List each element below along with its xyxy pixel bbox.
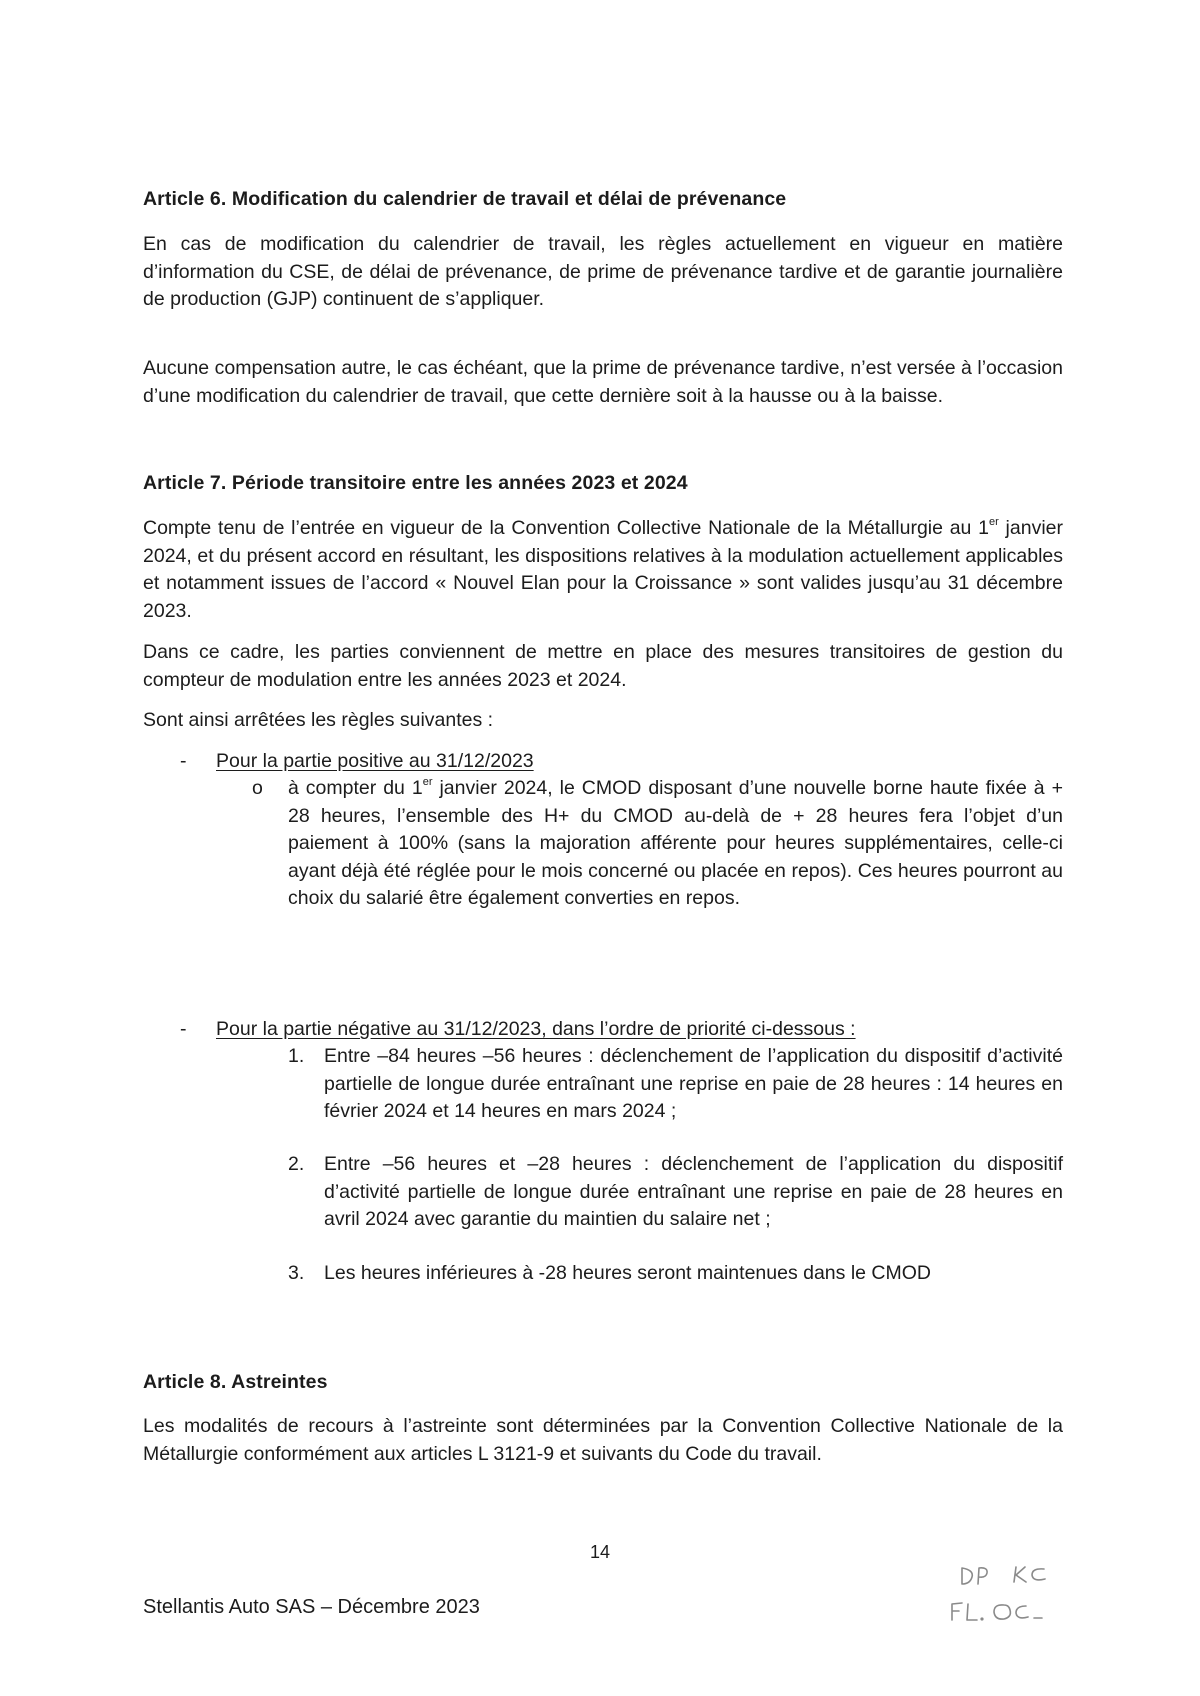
- footer-text: Stellantis Auto SAS – Décembre 2023: [143, 1596, 480, 1618]
- article-7-title: Article 7. Période transitoire entre les années 2023 et 2024: [143, 472, 688, 494]
- dash-bullet: -: [180, 1018, 187, 1040]
- circle-bullet: o: [252, 777, 263, 799]
- list-item-number: 2.: [288, 1153, 305, 1175]
- article-7-paragraph-1: Compte tenu de l’entrée en vigueur de la Convention Collective Nationale de la Métallurgie au 1er janvier 2024, et du présent accord en résultant, les dispositions relatives à la modulation actuellement applicables et notamment issues de l’accord « Nouvel Elan pour la Croissance » sont valides jusqu’au 31 décembre 2023.: [143, 516, 1063, 622]
- list-item-number: 3.: [288, 1262, 305, 1284]
- article-6-paragraph-1: En cas de modification du calendrier de travail, les règles actuellement en vigueur en matière d’information du CSE, de délai de prévenance, de prime de prévenance tardive et de garantie journalière de production (GJP) continuent de s’appliquer.: [143, 233, 1063, 310]
- article-8-paragraph-1: Les modalités de recours à l’astreinte sont déterminées par la Convention Collective Nationale de la Métallurgie conformément aux articles L 3121-9 et suivants du Code du travail.: [143, 1415, 1063, 1465]
- positive-part-text: à compter du 1er janvier 2024, le CMOD disposant d’une nouvelle borne haute fixée à + 28 heures, l’ensemble des H+ du CMOD au-delà de + 28 heures fera l’objet d’un paiement à 100% (sans la majoration afférente pour heures supplémentaires, celle-ci ayant déjà été réglée pour le mois concerné ou placée en repos). Ces heures pourront au choix du salarié être également converties en repos.: [288, 776, 1063, 909]
- page-number: 14: [590, 1542, 611, 1562]
- list-item-text: Entre –84 heures –56 heures : déclenchement de l’application du dispositif d’activité partielle de longue durée entraînant une reprise en paie de 28 heures : 14 heures en février 2024 et 14 heures en mars 2024 ;: [324, 1045, 1063, 1122]
- handwritten-initials-signature: [944, 1558, 1064, 1628]
- list-item-text: Les heures inférieures à -28 heures seront maintenues dans le CMOD: [324, 1262, 931, 1284]
- article-7-paragraph-3: Sont ainsi arrêtées les règles suivantes :: [143, 709, 494, 731]
- article-8-title: Article 8. Astreintes: [143, 1371, 328, 1393]
- negative-part-title: Pour la partie négative au 31/12/2023, dans l’ordre de priorité ci-dessous :: [216, 1018, 856, 1040]
- article-7-paragraph-2: Dans ce cadre, les parties conviennent de mettre en place des mesures transitoires de gestion du compteur de modulation entre les années 2023 et 2024.: [143, 641, 1063, 691]
- list-item-text: Entre –56 heures et –28 heures : déclenchement de l’application du dispositif d’activité partielle de longue durée entraînant une reprise en paie de 28 heures en avril 2024 avec garantie du maintien du salaire net ;: [324, 1153, 1063, 1230]
- article-6-title: Article 6. Modification du calendrier de travail et délai de prévenance: [143, 188, 787, 210]
- article-6-paragraph-2: Aucune compensation autre, le cas échéant, que la prime de prévenance tardive, n’est versée à l’occasion d’une modification du calendrier de travail, que cette dernière soit à la hausse ou à la baisse.: [143, 357, 1063, 407]
- dash-bullet: -: [180, 750, 187, 772]
- list-item-number: 1.: [288, 1045, 305, 1067]
- positive-part-title: Pour la partie positive au 31/12/2023: [216, 750, 534, 772]
